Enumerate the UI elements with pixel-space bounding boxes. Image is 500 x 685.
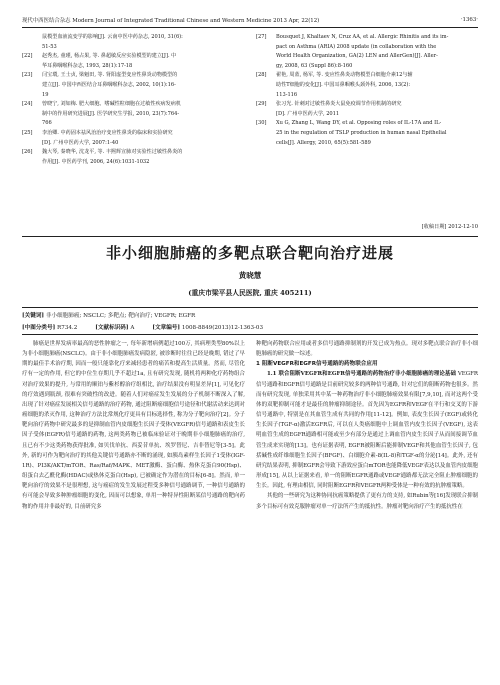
- reference-line: [22] 赵秀杰, 童瑾, 杨占果, 等. 鼻超敏反应实验模型的建立[J]. 中: [22, 53, 177, 60]
- keywords-label: [关键词]: [22, 313, 45, 319]
- keywords-text: 非小细胞肺癌; NSCLC; 多靶点; 靶向治疗; VEGFR; EGFR: [45, 313, 196, 319]
- body-right-column: [256, 339, 478, 512]
- reference-line: 25 in the regulation of TSLP production in human nasal Epithelial: [276, 129, 447, 136]
- reference-line: 鼠模型血液流变学的影响[J]. 云南中医中药杂志, 2010, 31(6):: [42, 34, 183, 40]
- reference-line: [25] 李治卿. 中药固本祛风治治疗变应性鼻炎的临床和实验研究: [22, 129, 173, 136]
- clc-label: [中图分类号]: [22, 325, 56, 331]
- reference-line: [D]. 广州中医药大学, 2011: [276, 110, 340, 117]
- reference-line: 制中的作用研究进展[J]. 医学研究生学报, 2010, 23(7):764-: [42, 110, 180, 117]
- reference-line: [24] 曾晓宁, 刘如梅. 肥大细胞、嗜碱性粒细胞在过敏性疾病发病机: [22, 101, 181, 108]
- body-paragraph: 其他的一些研究为这种协同抗癌策略提供了更有力的支持, 如Rubin等[16]发现联合抑制多个目标可有效克服肿瘤对单一疗法所产生的抵抗性。肿瘤对靶向治疗产生的抵抗性在: [256, 493, 478, 510]
- meta-bottom-rule: [22, 334, 478, 335]
- section-heading: 1 阻断VEGFR和EGFR信号通路的药物联合应用: [256, 361, 378, 368]
- journal-header: 现代中西医结合杂志 Modern Journal of Integrated Traditional Chinese and Western Medicine 2013 Apr, 22(12): [22, 18, 320, 24]
- reference-line: gy, 2008, 63 (Suppl 86):8-160: [276, 62, 353, 69]
- reference-line: [29] 张习光. 针刺对过敏性鼻炎大鼠免疫调节作用机制的研究: [256, 101, 402, 108]
- body-paragraph: 肺癌是世界发病率最高的恶性肿瘤之一, 每年新增病例超过100万, 其病理类型80%以上为非小细胞肺癌(NSCLC)。由于非小细胞肺癌发病隐匿, 被诊断时往往已经是晚期, 错过了早期的最佳手术治疗期, 因而一般只能靠化疗来减轻患者的痛苦和提高生活质量。然而, 尽管化疗有一定的作用, 但它的中位生存期几乎不超过1a, 且有研究发现, 随机将两种化疗药物组合对治疗效果的提升, 与常用的顺铂与紫杉醇治疗组相比, 治疗结果没有明显差异[1], 可见化疗的疗效遇到瓶颈, 很难有突破性的改进。随着人们对癌症发生发展的分子机制不断深入了解, 出现了针对癌症发展相关信号通路的治疗药物, 通过阻断癌细胞信号途径和代谢活动来达到对癌细胞的杀灭作用, 这种治疗方法比常规化疗更具有目标选择性, 称为分子靶向治疗[2]。分子靶向治疗药物中研究最多的是抑制血管内皮细胞生长因子受体(VEGFR)信号通路和表皮生长因子受体(EGFR)信号通路的药物, 这两类药物已被临床验证对于晚期非小细胞肺癌的治疗, 且已有不少这类药物获得批准, 如贝伐单抗、西妥昔单抗、埃罗替尼、吉非替尼等[3-5]。此外, 新的可作为靶向治疗的其他关键信号通路亦不断的涌现, 如胰岛素样生长因子1受体(IGF-1R)、PI3K/AKT/mTOR、Ras/Raf/MAPK、MET激酶、蛋白酶、热休克蛋白90(Hsp)、组蛋白去乙酰化酶(HDAC)或热休克蛋白(Hsp), 已被确定作为潜在的目标[6-8]。然而, 单一靶向治疗的效果不是很理想, 这与癌症的发生发展过程受多种信号通路调节, 一种信号通路的有可能会导致多种肿瘤细胞的变化, 因而可以想象, 单用一种特异性阻断某信号通路的靶向药物的作用并非最好的, 目前研究多: [22, 341, 245, 510]
- reference-line: pact on Asthma (ARIA) 2008 update (in collaboration with the: [276, 43, 437, 50]
- body-text: VEGFR信号通路和EGFR信号通路是目前研究较多的两种信号通路, 针对它们的阻断药物也很多。然而有研究发现, 单独采用其中某一种药物治疗非小细胞肺癌效果有限[7,9,10], 而对这两个受体的双靶抑制可能才是最佳的肿瘤抑制途径。首先因为EGFR和VEGF在平行和交叉的下游信号通路中, 特别是在其血管生成有共同的作用[11-12]。例如, 表皮生长因子(EGF)或转化生长因子(TGF-α)激活EGFR后, 可以在人类癌细胞中上调血管内皮生长因子(VEGF), 这表明血管生成的EGFR通路相可能或至少有部分是通过上调血管内皮生长因子从而间接调节血管生成来实现的[13]。也有证据表明, EGFR被阻断后能抑制VEGF和其他血管生长因子, 包括碱性成纤维细胞生长因子(BFGF)、白细胞介素-8(IL-8)和TGF-α的分泌[14]。此外, 还有研究结果表明, 抑制EGFR会导致下游效应蛋白mTOR也能降低VEGF表达以及血管内皮细胞形成[15], 从以上证据来看, 单一的阻断EGFR通路或VEGF通路都无法完全阻止肿瘤细胞的生长。因此, 有理由相信, 同时阻断EGFR和VEGFR两种受体是一种有效的抗肿瘤策略。: [256, 371, 478, 490]
- body-paragraph-continued: 种靶向药物联合应用或者多信号通路抑制剂的开发已成为热点。现对多靶点联合治疗非小细胞肺癌的研究做一综述。: [256, 341, 478, 358]
- article-title: 非小细胞肺癌的多靶点联合靶向治疗进展: [105, 244, 394, 262]
- subsection-paragraph: [256, 369, 478, 491]
- body-left-column: [22, 339, 245, 512]
- reference-line: 作用[J]. 中医药学刊, 2006, 24(6):1031-1032: [42, 158, 150, 165]
- running-header: [22, 14, 478, 26]
- reference-line: [23] 闫宝環, 王士贞, 梁魁田, 等. 肾阳虚型变应性鼻炎动物模型的: [22, 72, 178, 79]
- reference-line: 51-53: [42, 43, 57, 50]
- reference-line: 建立[J]. 中国中西医结合耳鼻咽喉科杂志, 2002, 10(1):16-: [42, 81, 176, 88]
- reference-line: [27] Bousquet J, Khaltaev N, Cruz AA, et al. Allergic Rhinitis and its im-: [256, 34, 449, 40]
- author-name: 黄晓慧: [238, 271, 262, 280]
- reference-line: [D]. 广州中医药大学, 2007:1-40: [42, 139, 119, 146]
- reference-line: [30] Xu G, Zhang L, Wang DY, et al. Opposing roles of IL-17A and IL-: [256, 120, 442, 127]
- header-rule: [22, 27, 478, 28]
- subsection-heading: 1.1 联合阻断VEGFR和EGFR信号通路的药物治疗非小细胞肺癌的理论基础: [267, 371, 457, 378]
- section-divider: [22, 236, 478, 237]
- reference-line: 113-116: [276, 91, 298, 98]
- article-id-label: [文章编号]: [152, 325, 181, 331]
- doc-code-label: [文献标识码]: [95, 325, 129, 331]
- page-number: ·1363·: [460, 17, 478, 23]
- reference-line: 华耳鼻咽喉科杂志, 1993, 28(1):17-18: [42, 62, 133, 69]
- reference-line: cells[J]. Allergy, 2010, 65(5):581-589: [276, 139, 371, 146]
- classification-line: [22, 323, 478, 331]
- author-affiliation: (重庆市梁平县人民医院, 重庆 405211): [188, 289, 312, 297]
- references-right-column: [256, 33, 478, 148]
- reference-line: [26] 魏大琴, 秦晓华, 沈龙平, 等. 丰熙辉宣肺对实验性过敏性鼻炎的: [22, 149, 183, 156]
- clc-value: R734.2: [57, 325, 78, 331]
- reference-line: 19: [42, 91, 49, 98]
- reference-line: 766: [42, 120, 52, 127]
- reference-line: World Health Organization, GA(2) LEN and AllerGen)[J]. Aller-: [276, 53, 438, 60]
- reference-line: 助性T细胞的变化[J]. 中国耳鼻咽喉头颈外科, 2006, 13(2):: [276, 81, 411, 88]
- meta-top-rule: [22, 307, 478, 308]
- keywords-line: [22, 311, 478, 319]
- article-id-value: 1008-8849(2013)12-1363-03: [181, 325, 264, 331]
- reference-line: [28] 翟艳, 周蓝, 杨军, 等. 变应性鼻炎动物模型白细胞介素12与辅: [256, 72, 413, 79]
- doc-code-value: A: [130, 325, 135, 331]
- received-date: [收稿日期] 2012-12-10: [421, 224, 478, 230]
- references-left-column: [22, 33, 244, 167]
